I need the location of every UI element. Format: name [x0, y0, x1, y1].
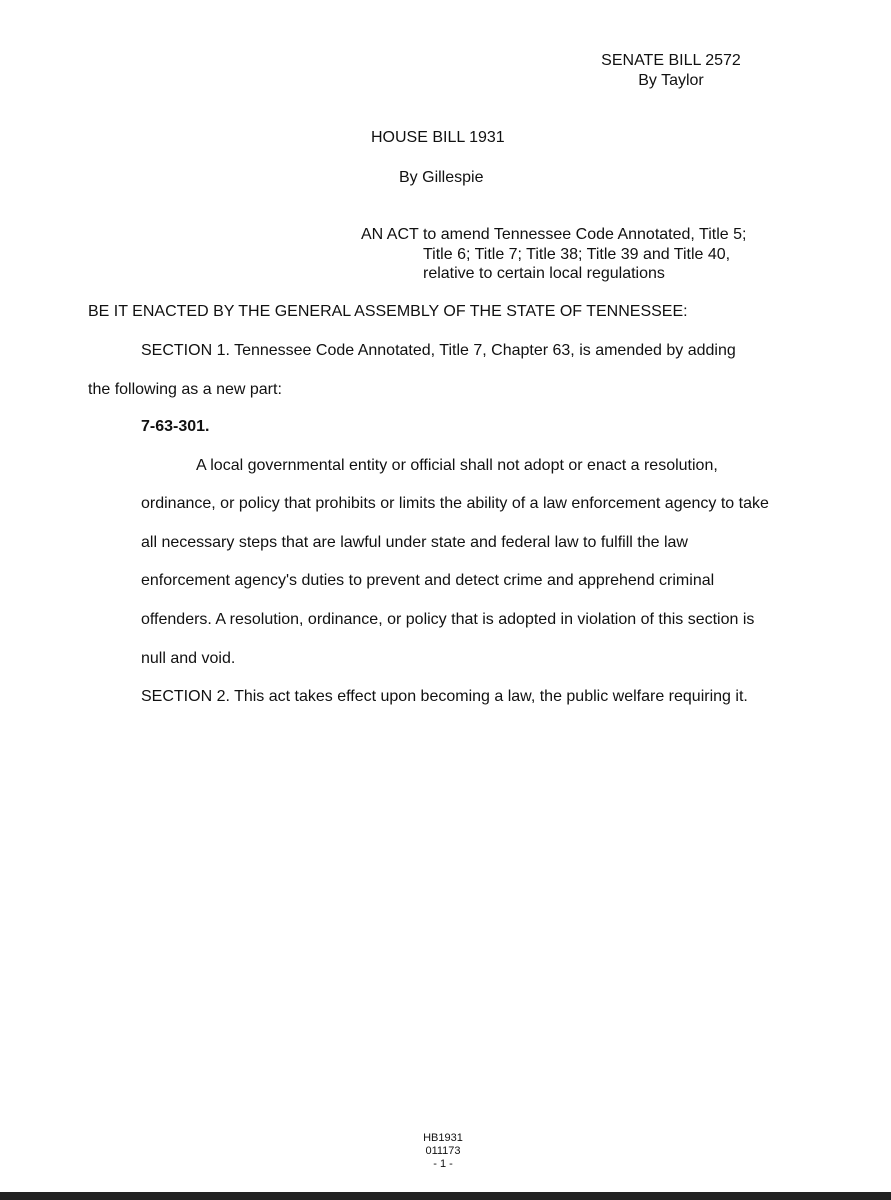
section-1-body-line: null and void. [141, 650, 236, 667]
house-bill-number: HOUSE BILL 1931 [371, 129, 505, 146]
section-1-intro: SECTION 1. Tennessee Code Annotated, Title 7, Chapter 63, is amended by adding [141, 342, 736, 359]
caption-line-1: AN ACT to amend Tennessee Code Annotated, Title 5; [361, 226, 747, 243]
footer-doc-number: 011173 [425, 1145, 461, 1157]
senate-bill-number: SENATE BILL 2572 [601, 52, 741, 69]
house-bill-sponsor: By Gillespie [399, 169, 484, 186]
bottom-edge-bar [0, 1192, 891, 1200]
section-1-body-line: all necessary steps that are lawful under state and federal law to fulfill the law [141, 534, 688, 551]
footer-page-number: - 1 - [433, 1158, 453, 1170]
section-1-body-line: ordinance, or policy that prohibits or limits the ability of a law enforcement agency to take [141, 495, 769, 512]
senate-bill-sponsor: By Taylor [638, 72, 704, 89]
code-section-number: 7-63-301. [141, 418, 210, 435]
enacting-clause: BE IT ENACTED BY THE GENERAL ASSEMBLY OF THE STATE OF TENNESSEE: [88, 303, 688, 320]
section-1-body-line: A local governmental entity or official shall not adopt or enact a resolution, [196, 457, 718, 474]
section-2: SECTION 2. This act takes effect upon becoming a law, the public welfare requiring it. [141, 688, 748, 705]
caption-line-3: relative to certain local regulations [423, 265, 665, 282]
footer-bill-id: HB1931 [423, 1132, 463, 1144]
section-1-body-line: offenders. A resolution, ordinance, or policy that is adopted in violation of this section is [141, 611, 755, 628]
section-1-body-line: enforcement agency's duties to prevent and detect crime and apprehend criminal [141, 572, 715, 589]
caption-line-2: Title 6; Title 7; Title 38; Title 39 and Title 40, [423, 246, 731, 263]
section-1-intro-cont: the following as a new part: [88, 381, 282, 398]
